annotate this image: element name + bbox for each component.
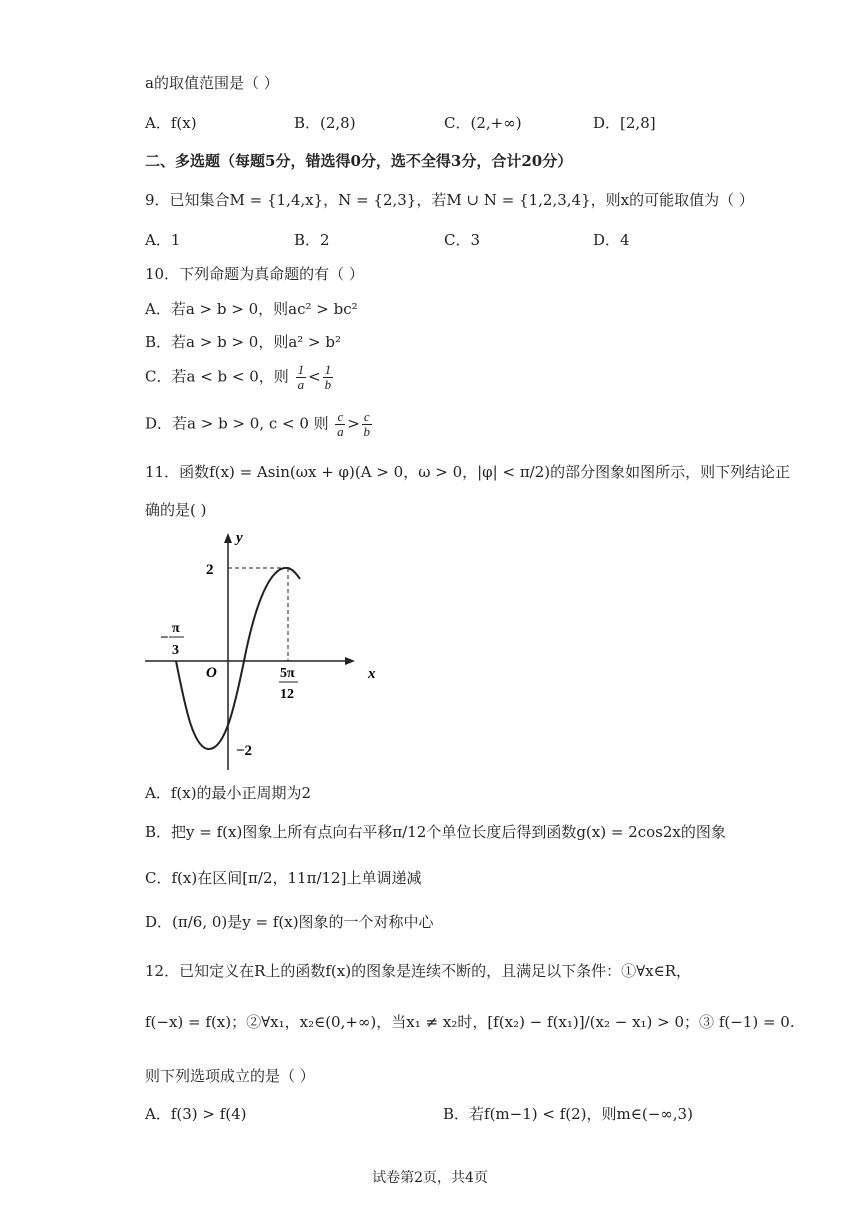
q9-option-c: C．3	[444, 231, 481, 249]
page-footer: 试卷第2页，共4页	[372, 1170, 488, 1186]
q11-stem-line2: 确的是( )	[145, 501, 207, 519]
q11-option-c: C．f(x)在区间[π/2，11π/12]上单调递减	[145, 869, 422, 887]
graph-left-num: π	[172, 621, 180, 636]
q9-option-a: A．1	[145, 231, 181, 249]
q10-option-a: A．若a > b > 0，则ac² > bc²	[145, 300, 358, 318]
q10-option-d-text: D．若a > b > 0, c < 0 则	[145, 414, 329, 433]
fraction-1-over-a: $\frac{1}{a}$	[297, 362, 305, 392]
q8-option-d: D．[2,8]	[593, 114, 656, 132]
section-title: 二、多选题（每题5分，错选得0分，选不全得3分，合计20分）	[145, 152, 573, 170]
q12-stem-line3: 则下列选项成立的是（ ）	[145, 1067, 315, 1085]
q11-stem-line1: 11．函数f(x) = Asin(ωx + φ)(A > 0，ω > 0，|φ| < π/2)的部分图象如图所示，则下列结论正	[145, 463, 791, 481]
q10-stem: 10．下列命题为真命题的有（ ）	[145, 265, 364, 283]
q8-option-a: A．f(x)	[145, 114, 197, 132]
q8-option-b: B．(2,8)	[294, 114, 356, 132]
q9-stem: 9．已知集合M = {1,4,x}，N = {2,3}，若M ∪ N = {1,2,3,4}，则x的可能取值为（ ）	[145, 191, 754, 209]
q9-option-b: B．2	[294, 231, 330, 249]
q9-option-d: D．4	[593, 231, 630, 249]
q12-option-a: A．f(3) > f(4)	[145, 1105, 247, 1123]
q10-option-b: B．若a > b > 0，则a² > b²	[145, 333, 341, 351]
q10-option-c-text: C．若a < b < 0，则	[145, 367, 289, 386]
graph-left-den: 3	[172, 643, 179, 658]
graph-left-sign: −	[160, 630, 169, 646]
q11-option-b: B．把y = f(x)图象上所有点向右平移π/12个单位长度后得到函数g(x) = 2cos2x的图象	[145, 823, 726, 841]
q11-graph	[140, 525, 400, 775]
q8-option-c: C．(2,+∞)	[444, 114, 522, 132]
fraction-1-over-b: $\frac{1}{b}$	[324, 362, 332, 392]
q8-stem-tail: a的取值范围是（ ）	[145, 74, 279, 92]
graph-right-den: 12	[280, 687, 294, 702]
graph-origin-label: O	[206, 665, 217, 681]
q12-stem-line1: 12．已知定义在R上的函数f(x)的图象是连续不断的，且满足以下条件：①∀x∈R，	[145, 962, 692, 980]
q12-option-b: B．若f(m−1) < f(2)，则m∈(−∞,3)	[443, 1105, 693, 1123]
graph-y-label: y	[236, 530, 243, 546]
graph-x-label: x	[368, 666, 376, 682]
q11-option-a: A．f(x)的最小正周期为2	[145, 784, 312, 802]
q12-stem-line2: f(−x) = f(x)；②∀x₁，x₂∈(0,+∞)，当x₁ ≠ x₂时，[f(x₂) − f(x₁)]/(x₂ − x₁) > 0；③ f(−1) = 0.	[145, 1013, 795, 1031]
q10-option-c: C．若a < b < 0，则 $\frac{1}{a}$ < $\frac{1}{b}$	[145, 362, 332, 392]
q10-option-d: D．若a > b > 0, c < 0 则 $\frac{c}{a}$ > $\frac{c}{b}$	[145, 409, 370, 439]
q11-option-d: D．(π/6, 0)是y = f(x)图象的一个对称中心	[145, 913, 434, 931]
graph-min-label: −2	[236, 743, 253, 759]
graph-max-label: 2	[206, 562, 214, 578]
graph-right-num: 5π	[280, 666, 295, 681]
fraction-c-over-a: $\frac{c}{a}$	[337, 409, 344, 439]
fraction-c-over-b: $\frac{c}{b}$	[363, 409, 370, 439]
